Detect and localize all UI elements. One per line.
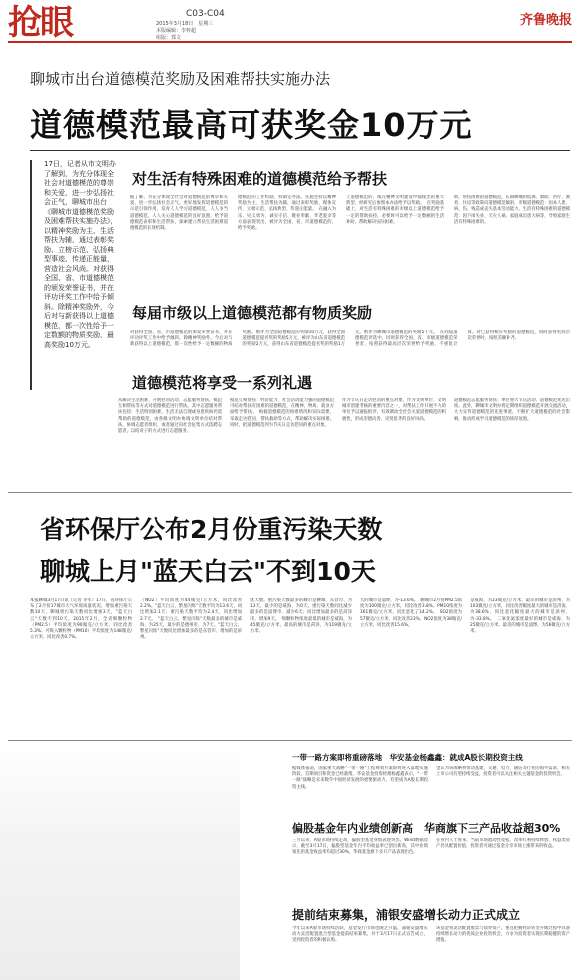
story2-col-1: 本报聊城3月17日讯（记者 李军）17日，省环保厅公布了2月份17城市大气环境质量状况。增加重污染天数10天，聊城重污染天数同比增加3天，"蓝天白云"天数不到10天。2015年2月，全省细颗粒物（PM2.5）平均浓度为90微克/立方米，同比改善5.3%；可吸入颗粒物（PM10）平均浓度为148微克/立方米，同比改善0.7%。 xyxy=(30,598,132,641)
story-divider-2 xyxy=(8,740,572,741)
edition-meta xyxy=(156,21,213,42)
proof-line: 组版：郑文 xyxy=(156,35,182,41)
finance-2-col-2: 在业内人士看来，当前市场流动性宽松，改革红利持续释放，权益类资产仍具配置价值，投资者可通过基金分享市场上涨带来的收益。 xyxy=(436,838,570,850)
date-line: 2015年3月18日 星期三 xyxy=(156,21,214,27)
section-logo: 抢眼 xyxy=(8,3,72,43)
finance-1-col-1: 据媒体报道，国家重大战略"一带一路"工程规划方案即将进入落地实施阶段，首期项目和资金已经就绪。华安基金投资经理杨鑫鑫表示，"一带一路"战略是未来数年中国经济发展的重要驱动力，有望成为A股长期投资主线。 xyxy=(292,766,428,790)
story1-kicker: 聊城市出台道德模范奖励及困难帮扶实施办法 xyxy=(30,70,331,88)
story2-col-5: 是威海、为23微克/立方米，最差的城市是滨州、为103微克/立方米，同比改善幅度最大的城市是济南、为38.6%，同比恶化幅度最大的城市是滨州、为-33.8%。 二氧化氮浓度最好的城市是威海、为25微克/立方米，最差的城市是淄博、为56微克/立方米。 xyxy=(470,598,570,635)
finance-3-col-1: 今年以来A股市场持续活跃，基金发行市场也随之升温。浦银安盛增长动力灵活配置混合型基金提前结束募集，并于3月17日正式宣告成立，受到投资者的积极认购。 xyxy=(292,926,428,944)
finance-head-1: 一带一路方案即将重磅落地 华安基金杨鑫鑫：就成A股长期投资主线 xyxy=(292,753,523,762)
story1-sub1-col-3: 上道德模范的，或在精神文明建设中涌现出的重大典型，经研究后参照本办法给予以奖励。 在奖励基础上，对生活有特殊困难的市级以上道德模范给予一定的帮助扶持，必要时可以给予一定数额的生活补助，帮助解决实际困难。 xyxy=(346,195,444,225)
story1-sub1-col-4: 助，帮扶困难的道德模范，长期聊城的低保、救助、医疗、教育、住房等政策向道德模范倾斜，市级道德模范：因本人患、病、伤、残造成丧失基本劳动能力，生活有特殊困难的道德模范：因下岗失业、天灾人祸、家庭成员患大病等，导致家庭生活有特殊困难的。 xyxy=(454,195,570,225)
story1-sub3-col-3: 作为节庆日走访慰问的重点对象，作为文明单位、文明城市创建考核的重要内容之一，对帮扶工作开展不力的单位予以通报批评，有效调动全社会关爱道德模范的积极性，形成崇德向善、见贤思齐的良好风尚。 xyxy=(342,398,446,422)
story1-sub1-col-1: 据了解，为充分体现全社会对道德模范的尊崇和关爱，进一步弘扬社会正气，更好地发挥道德模范的示范引领作用，培育人人学习道德模范、人人争当道德模范、人人关心道德模范的良好氛围，给予道德模范表彰和生活帮扶，探索建立帮扶生活困难道德模范的长效机制。 xyxy=(130,195,228,232)
masthead xyxy=(8,5,572,43)
story1-sub1-col-2: 德模范的工作机制，特制定办法。实施坚持以精神奖励为主、生活帮扶为辅，通过表彰奖励、媒体宣传、立榜示范、弘扬典型、传递正能量。 在融入为乐、见义勇为、诚实守信、敬业奉献、孝老爱亲等方面表现突出，被评为全国、省、市道德模范的，给予奖励。 xyxy=(238,195,336,232)
blank-area xyxy=(0,742,240,980)
finance-1-col-2: 金认为该战略将带动基建、交通、电力、通信等行业的海外需求，相关上市公司有望持续受益，投资者可以关注相关主题基金的投资机会。 xyxy=(436,766,570,778)
story1-sub3-col-2: 模范互相帮扶：经济能力、社会活动能力强的道德模范可结对帮扶有困难的道德模范，在精神、物质、就业方面给予帮扶。 根据道德模范的困难情况和实际需要，采取走访慰问、帮扶救助等方式，帮助解决实际困难。同时，把道德模范列为节庆日走访慰问的重点对象。 xyxy=(230,398,334,428)
story2-headline: 省环保厅公布2月份重污染天数 xyxy=(40,515,383,544)
story2-col-4: 大的城市是淄博、为-13.6%。 聊城市2月份PM2.5浓度为100微克/立方米，同比改善3.8%。PM10浓度为161微克/立方米，同比恶化了14.2%。 SO2浓度为57微克/立方米，同比改善23%，NO2浓度为38微克/立方米，同比改善15.6%。 xyxy=(360,598,462,628)
story2-col-2: （NO2）平均浓度为44微克/立方米，同比改善2.2%。"蓝天白云、繁星闪烁"天数平均为13.6天，同比增加2.1天；重污染天数平均为2.4天，同比增加2.7天。 "蓝天白云、繁星闪烁"天数最多的城市是威海、为25天，最少的是德州市、为7天。"蓝天白云、繁星闪烁"天数同比增加最多的是东营市、增加的是滨州。 xyxy=(140,598,242,641)
story1-subhead-1: 对生活有特殊困难的道德模范给予帮扶 xyxy=(132,170,388,188)
story1-sub3-col-1: 从解决生活困难、开展慰问活动、志愿服务帮扶、模范互相帮扶等方式对道德模范进行帮扶。其中志愿服务帮扶包括：生活特别困难，生活无法自理或身患疾病仍需帮助的道德模范，由各级文明办协调文明单位结对帮扶，协调志愿者组织、或者通过向社会征集方式选聘志愿者，以结对子的方式进行志愿服务。 xyxy=(118,398,222,435)
finance-3-col-2: 该基金将灵活配置股票与债券资产，重点把握经济转型升级过程中具备持续增长动力的优质企业投资机会，力争为投资者实现长期稳健的资产增值。 xyxy=(436,926,570,944)
newspaper-brand: 齐鲁晚报 xyxy=(519,13,572,28)
page-numbers: C03-C04 xyxy=(186,9,225,19)
story1-sub2-cols: 对获得全国、省、市道德模范的颁发荣誉证书，并在评功评奖工作中给予倾斜，除精神奖励外，今后对与新获得以上道德模范，都一次性给予一定数额的物质奖励。被评为全国道德模范的奖励10万元，获得全国道德模范提名奖的奖励5万元，被评为山东省道德模范的奖励2万元，获得山东省道德模范提名奖的奖励1万元，被评为聊城市道德模范的奖励5千元。 在同届道德模范评选中，同时获得全国、省、市级道德模范荣誉者，按照获得最高层次荣誉给予奖励，不重复计算。对已获得相应奖励的道德模范，同时获得更高层次荣誉时，按照差额补齐。 xyxy=(130,330,570,348)
story1-subhead-2: 每届市级以上道德模范都有物质奖励 xyxy=(132,304,373,322)
story1-sub3-col-4: 道德模范志愿服务帮扶：单位重大节庆活动、道德模范优先出席。此外，聊城市文明办将定期组织道德模范开展交流活动，大力宣传道德模范的先进事迹，不断扩大道德模范的社会影响，推动形成学习道德模范的浓厚氛围。 xyxy=(454,398,570,422)
story1-lead xyxy=(30,160,118,390)
story1-title-rule xyxy=(30,150,570,151)
story1-subhead-3: 道德模范将享受一系列礼遇 xyxy=(132,374,313,392)
finance-2-col-1: 三月以来，A股市场持续走高，偏股型基金业绩表现突出。Wind数据显示，截至3月17日，偏股型基金年内平均收益率已创出新高，其中业绩领先的基金收益率均超过30%，华商基金旗下多只产品表现出色。 xyxy=(292,838,428,856)
finance-head-2: 偏股基金年内业绩创新高 华商旗下三产品收益超30% xyxy=(292,822,561,835)
story1-headline: 道德模范最高可获奖金10万元 xyxy=(30,106,473,144)
story2-col-3: 优天数。重污染天数最多的城市是聊城、东营市、为13天，最少的是威海、为0天。重污染天数同比减少最多的是淄博市、减少6天；同比增加最多的是菏泽市、增加9天。 细颗粒物浓度最低的城市是威海，为45微克/立方米，最高的城市是菏泽，为119微克/立方米。 xyxy=(250,598,352,635)
story-divider-1 xyxy=(8,492,572,493)
story2-subheadline: 聊城上月"蓝天白云"不到10天 xyxy=(40,557,376,586)
finance-head-3: 提前结束募集，浦银安盛增长动力正式成立 xyxy=(292,908,521,922)
editor-line: 本版编辑：李梓超 xyxy=(156,28,197,34)
story1-lead-text: 17日，记者从市文明办了解到，为充分体现全社会对道德模范的尊崇和关爱，进一步弘扬社会正气，聊城市出台《聊城市道德模范奖励及困难帮扶实施办法》，以精神奖励为主、生活帮扶为辅，通过表彰奖励、立榜示范、弘扬典型事迹、传递正能量，营造社会风尚。对获得全国、省、市道德模范的颁发荣誉证书，并在评功评奖工作中给予倾斜。除精神奖励外，今后对与新获得以上道德模范，都一次性给予一定数额的物质奖励，最高奖励10万元。 xyxy=(44,160,118,349)
